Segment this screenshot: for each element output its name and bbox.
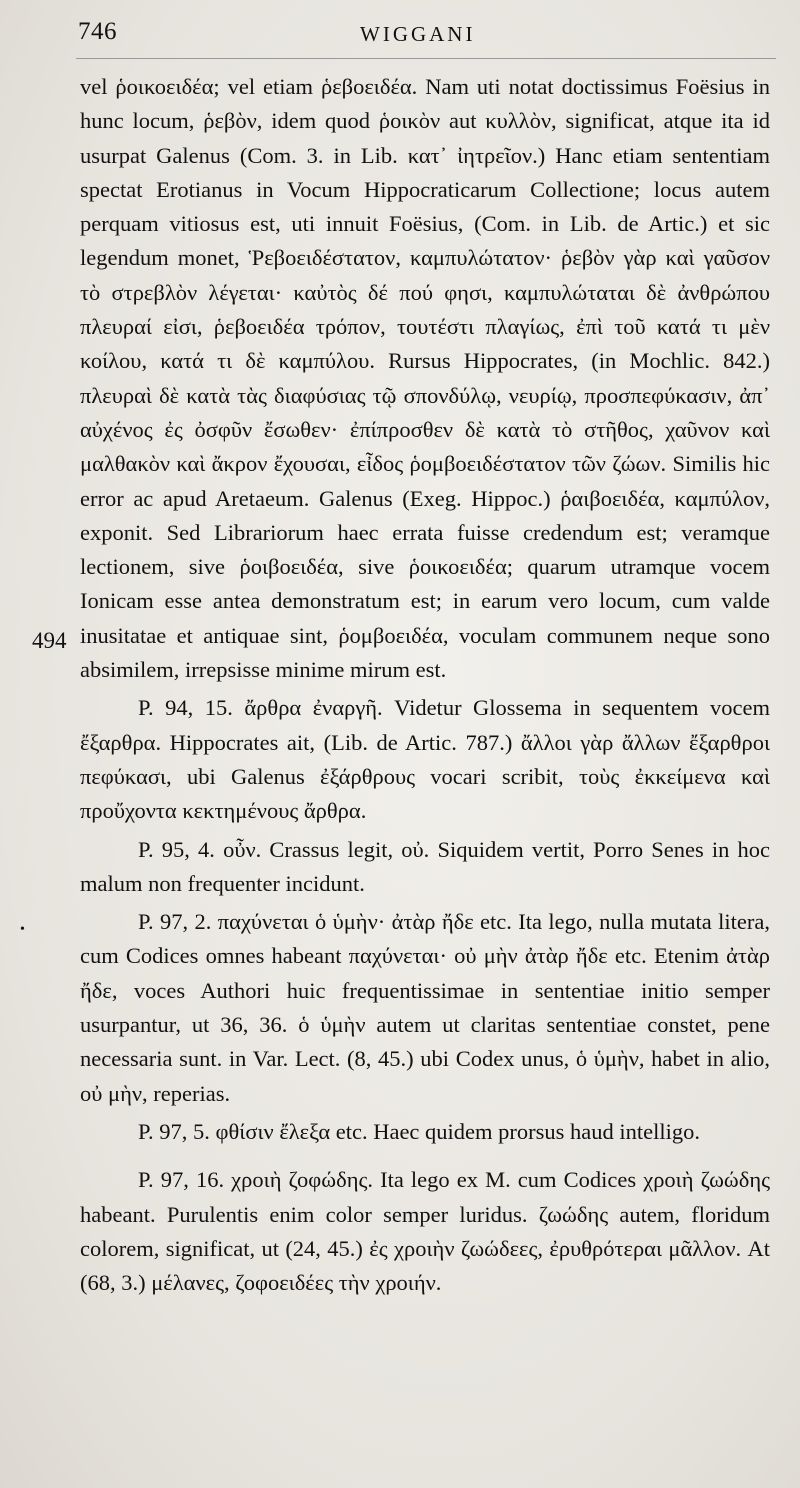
margin-mark: •	[20, 922, 25, 937]
page-number: 746	[78, 18, 117, 45]
header-rule	[76, 58, 776, 59]
paragraph-p97-16: P. 97, 16. χροιὴ ζοφώδης. Ita lego ex M. cum Codices χροιὴ ζωώδης habeant. Purulentis enim color semper luridus. ζωώδης autem, floridum colorem, significat, ut (24, 45.) ἐς χροιὴν ζωώδεες, ἐρυθρότεραι μᾶλλον. At (68, 3.) μέλανες, ζοφοειδέες τὴν χροιήν.	[80, 1167, 770, 1296]
running-head: WIGGANI	[360, 22, 476, 46]
margin-line-number: 494	[32, 628, 67, 653]
page-header	[0, 18, 800, 58]
body-text	[80, 70, 770, 1300]
paragraph-rhomboides: vel ῥοικοειδέα; vel etiam ῥεβοειδέα. Nam uti notat doctissimus Foësius in hunc locum, ῥεβὸν, idem quod ῥοικὸν aut κυλλὸν, significat, atque ita id usurpat Galenus (Com. 3. in Lib. κατ᾽ ἰητρεῖον.) Hanc etiam sententiam spectat Erotianus in Vocum Hippocraticarum Collectione; locus autem perquam vitiosus est, uti innuit Foësius, (Com. in Lib. de Artic.) et sic legendum monet, Ῥεβοειδέστατον, καμπυλώτατον· ῥεβὸν γὰρ καὶ γαῦσον τὸ στρεβλὸν λέγεται· καὐτὸς δέ πού φησι, καμπυλώταται δὲ ἀνθρώπου πλευραί εἰσι, ῥεβοειδέα τρόπον, τουτέστι πλαγίως, ἐπὶ τοῦ κατά τι μὲν κοίλου, κατά τι δὲ καμπύλου. Rursus Hippocrates, (in Mochlic. 842.) πλευραὶ δὲ κατὰ τὰς διαφύσιας τῷ σπονδύλῳ, νευρίῳ, προσπεφύκασιν, ἀπ᾽ αὐχένος ἐς ὀσφῦν ἔσωθεν· ἐπίπροσθεν δὲ κατὰ τὸ στῆθος, χαῦνον καὶ μαλθακὸν καὶ ἄκρον ἔχουσαι, εἶδος ῥομβοειδέστατον τῶν ζώων. Similis hic error ac apud Aretaeum. Galenus (Exeg. Hippoc.) ῥαιβοειδέα, καμπύλον, exponit. Sed Librariorum haec errata fuisse credendum est; veramque lectionem, sive ῥοιβοειδέα, sive ῥοικοειδέα; quarum utramque vocem Ionicam esse antea demonstratum est; in earum vero locum, cum valde inusitatae et antiquae sint, ῥομβοειδέα, voculam communem neque sono absimilem, irrepsisse minime mirum est.	[80, 74, 770, 683]
paragraph-p97-5: P. 97, 5. φθίσιν ἔλεξα etc. Haec quidem prorsus haud intelligo.	[138, 1118, 701, 1144]
paragraph-p97-2: P. 97, 2. παχύνεται ὁ ὑμὴν· ἀτὰρ ἤδε etc. Ita lego, nulla mutata litera, cum Codices omnes habeant παχύνεται· οὐ μὴν ἀτὰρ ἤδε etc. Etenim ἀτὰρ ἤδε, voces Authori huic frequentissimae in sententiae initio semper usurpantur, ut 36, 36. ὁ ὑμὴν autem ut claritas sententiae constet, pene necessaria sunt. in Var. Lect. (8, 45.) ubi Codex unus, ὁ ὑμὴν, habet in alio, οὐ μὴν, reperias.	[80, 909, 770, 1106]
paragraph-p95-4: P. 95, 4. οὖν. Crassus legit, οὐ. Siquidem vertit, Porro Senes in hoc malum non frequenter incidunt.	[80, 836, 770, 896]
paragraph-p94-15: P. 94, 15. ἄρθρα ἐναργῆ. Videtur Glossema in sequentem vocem ἔξαρθρα. Hippocrates ait, (Lib. de Artic. 787.) ἄλλοι γὰρ ἄλλων ἔξαρθροι πεφύκασι, ubi Galenus ἐξάρθρους vocari scribit, τοὺς ἐκκείμενα καὶ προὔχοντα κεκτημένους ἄρθρα.	[80, 695, 770, 824]
